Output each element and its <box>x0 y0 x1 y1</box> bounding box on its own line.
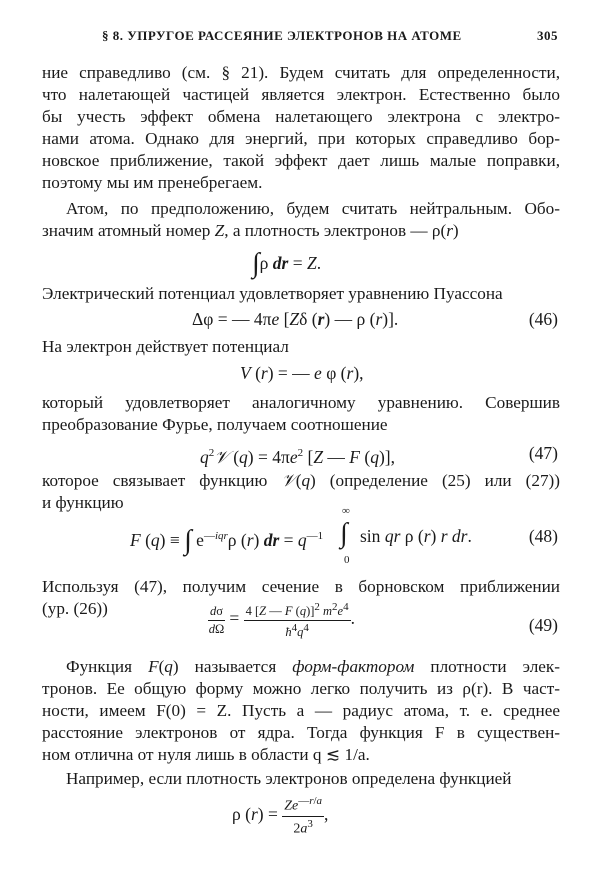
equation-number: (47) <box>528 443 558 463</box>
text-line: значим атомный номер Z, а плотность электронов — ρ(r) <box>42 221 459 240</box>
text-line: которое связывает функцию 𝒱(q) (определение (25) или (27)) <box>42 471 560 490</box>
text-line: ном отлична от нуля лишь в области q ≲ 1/a. <box>42 745 370 764</box>
text-line: (ур. (26)) <box>42 599 108 618</box>
equation-49: $\frac{d\sigma}{d\Omega}$ = $\frac{4 [Z — F (q)]^2 m^2e^4}{ħ^4q^4}$ . (49) <box>208 601 558 639</box>
text-line: преобразование Фурье, получаем соотношение <box>42 415 388 434</box>
page-header <box>42 28 560 48</box>
text-line: Функция F(q) называется форм-фактором плотности элек- <box>66 657 560 676</box>
text-line: нами атома. Однако для энергий, при которых справедливо бор- <box>42 129 560 148</box>
running-title: § 8. УПРУГОЕ РАССЕЯНИЕ ЭЛЕКТРОНОВ НА АТОМЕ <box>102 28 462 43</box>
equation-number: (46) <box>528 309 558 329</box>
equation-density-integral: ∫ρ dr = Z. <box>252 248 322 279</box>
equation-density-exp: ρ (r) = $\frac{Ze^{—r/a}}{2a^3}$ , <box>232 795 329 837</box>
text-line: что налетающей частицей является электрон. Естественно было <box>42 85 560 104</box>
text-line: и функцию <box>42 493 124 512</box>
text-line: новское приближение, такой эффект дает лишь малые поправки, <box>42 151 560 170</box>
equation-potential: V (r) = — e φ (r), <box>240 363 364 383</box>
text-line: ние справедливо (см. § 21). Будем считать для определенности, <box>42 63 560 82</box>
text-line: поэтому мы им пренебрегаем. <box>42 173 263 192</box>
text-line: ности, имеем F(0) = Z. Пусть a — радиус атома, т. е. среднее <box>42 701 560 720</box>
equation-48: F (q) ≡ ∫ $e^{—iqr}\rho$ (r) dr = $q^{—1}$ ∞ ∫ 0 sin qr ρ (r) r dr. (48) <box>130 505 558 566</box>
text-line: тронов. Ее общую форму можно легко получить из ρ(r). В част- <box>42 679 560 698</box>
book-page <box>42 0 560 877</box>
text-line: Атом, по предположению, будем считать нейтральным. Обо- <box>66 199 560 218</box>
equation-47: $q^2𝒱$ $(q) = 4\pi e^2$ [Z — F (q)], (47) <box>42 440 560 466</box>
text-line: Электрический потенциал удовлетворяет уравнению Пуассона <box>42 284 503 303</box>
text-line: который удовлетворяет аналогичному уравнению. Совершив <box>42 393 560 412</box>
text-line: бы учесть эффект обмена налетающего электрона с электро- <box>42 107 560 126</box>
equation-number: (49) <box>528 615 558 635</box>
text-line: Например, если плотность электронов определена функцией <box>66 769 512 788</box>
text-line: Используя (47), получим сечение в борновском приближении <box>42 577 560 596</box>
text-line: На электрон действует потенциал <box>42 337 289 356</box>
page-number: 305 <box>537 28 558 43</box>
equation-46: Δφ = — 4πe [Zδ (r) — ρ (r)]. (46) <box>42 306 560 332</box>
equation-number: (48) <box>528 526 558 546</box>
text-line: расстояние электронов от ядра. Тогда функция F в существен- <box>42 723 560 742</box>
